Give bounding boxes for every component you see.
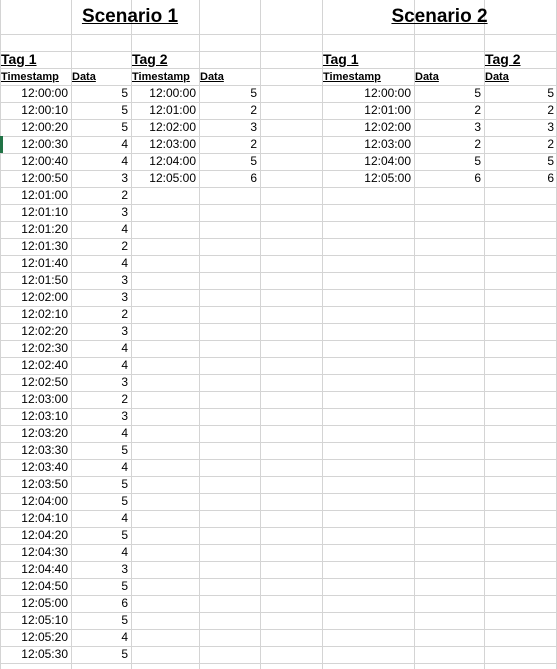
scenario-2-tag-1-timestamp-cell[interactable]: 12:00:00 (364, 86, 411, 100)
scenario-2-tag-1-timestamp-cell[interactable]: 12:03:00 (364, 137, 411, 151)
scenario-2-tag-1-data-cell[interactable]: 3 (474, 120, 481, 134)
scenario-1-tag-2-timestamp-cell[interactable]: 12:02:00 (149, 120, 196, 134)
scenario-1-tag-2-data-cell[interactable]: 2 (250, 137, 257, 151)
scenario-1-tag-1-data-cell[interactable]: 3 (121, 171, 128, 185)
scenario-2-tag-2-data-cell[interactable]: 2 (547, 103, 554, 117)
scenario-1-tag-1-timestamp-cell[interactable]: 12:01:30 (21, 239, 68, 253)
scenario-1-tag-1-data-cell[interactable]: 5 (121, 120, 128, 134)
scenario-1-tag-2-data-cell[interactable]: 5 (250, 86, 257, 100)
scenario-1-tag-2-timestamp-cell[interactable]: 12:04:00 (149, 154, 196, 168)
scenario-1-tag-1-data-cell[interactable]: 4 (121, 426, 128, 440)
scenario-1-tag-1-timestamp-cell[interactable]: 12:00:10 (21, 103, 68, 117)
scenario-1-tag-1-timestamp-cell[interactable]: 12:03:40 (21, 460, 68, 474)
scenario-1-tag-1-data-cell[interactable]: 4 (121, 460, 128, 474)
scenario-1-tag-1-timestamp-cell[interactable]: 12:05:10 (21, 613, 68, 627)
scenario-1-tag-1-timestamp-cell[interactable]: 12:05:30 (21, 647, 68, 661)
scenario-1-tag-1-data-cell[interactable]: 3 (121, 375, 128, 389)
scenario-1-tag-1-data-cell[interactable]: 2 (121, 239, 128, 253)
scenario-1-tag-1-data-cell[interactable]: 5 (121, 647, 128, 661)
scenario-1-tag-1-data-cell[interactable]: 3 (121, 273, 128, 287)
scenario-1-tag-1-data-cell[interactable]: 5 (121, 494, 128, 508)
scenario-1-tag-2-timestamp-cell[interactable]: 12:01:00 (149, 103, 196, 117)
scenario-1-title[interactable]: Scenario 1 (81, 6, 179, 27)
scenario-1-tag-1-timestamp-cell[interactable]: 12:00:30 (21, 137, 68, 151)
scenario-1-tag-1-timestamp-cell[interactable]: 12:01:50 (21, 273, 68, 287)
scenario-2-tag-2-data-cell[interactable]: 6 (547, 171, 554, 185)
scenario-1-tag-1-data-cell[interactable]: 5 (121, 86, 128, 100)
scenario-1-tag-2-data-cell[interactable]: 3 (250, 120, 257, 134)
scenario-1-tag-1-timestamp-cell[interactable]: 12:04:30 (21, 545, 68, 559)
scenario-1-tag-1-timestamp-cell[interactable]: 12:02:40 (21, 358, 68, 372)
scenario-1-tag-1-timestamp-cell[interactable]: 12:00:50 (21, 171, 68, 185)
scenario-2-tag-1-data-cell[interactable]: 5 (474, 86, 481, 100)
scenario-2-tag-2-label[interactable]: Tag 2 (485, 51, 521, 67)
scenario-2-tag-1-data-cell[interactable]: 5 (474, 154, 481, 168)
scenario-2-tag-2-data-header[interactable]: Data (485, 71, 509, 83)
scenario-1-tag-1-data-header[interactable]: Data (72, 71, 96, 83)
scenario-1-tag-1-data-cell[interactable]: 4 (121, 358, 128, 372)
scenario-1-tag-1-data-cell[interactable]: 6 (121, 596, 128, 610)
scenario-1-tag-1-data-cell[interactable]: 4 (121, 341, 128, 355)
scenario-1-tag-2-timestamp-cell[interactable]: 12:03:00 (149, 137, 196, 151)
scenario-1-tag-2-timestamp-cell[interactable]: 12:00:00 (149, 86, 196, 100)
scenario-1-tag-1-timestamp-cell[interactable]: 12:00:20 (21, 120, 68, 134)
scenario-1-tag-1-data-cell[interactable]: 4 (121, 545, 128, 559)
scenario-1-tag-1-timestamp-cell[interactable]: 12:01:40 (21, 256, 68, 270)
scenario-1-tag-1-data-cell[interactable]: 3 (121, 205, 128, 219)
scenario-2-tag-1-label[interactable]: Tag 1 (323, 51, 359, 67)
scenario-1-tag-1-timestamp-header[interactable]: Timestamp (1, 71, 59, 83)
scenario-1-tag-1-timestamp-cell[interactable]: 12:02:00 (21, 290, 68, 304)
scenario-1-tag-1-timestamp-cell[interactable]: 12:03:00 (21, 392, 68, 406)
scenario-1-tag-1-timestamp-cell[interactable]: 12:05:00 (21, 596, 68, 610)
scenario-2-tag-2-data-cell[interactable]: 3 (547, 120, 554, 134)
scenario-1-tag-1-data-cell[interactable]: 3 (121, 562, 128, 576)
scenario-1-tag-1-data-cell[interactable]: 5 (121, 477, 128, 491)
scenario-1-tag-1-data-cell[interactable]: 5 (121, 103, 128, 117)
scenario-1-tag-2-label[interactable]: Tag 2 (132, 51, 168, 67)
scenario-2-tag-1-timestamp-cell[interactable]: 12:02:00 (364, 120, 411, 134)
scenario-1-tag-1-timestamp-cell[interactable]: 12:00:40 (21, 154, 68, 168)
scenario-1-tag-1-data-cell[interactable]: 5 (121, 443, 128, 457)
scenario-1-tag-1-data-cell[interactable]: 4 (121, 137, 128, 151)
scenario-2-tag-1-timestamp-cell[interactable]: 12:04:00 (364, 154, 411, 168)
scenario-1-tag-1-label[interactable]: Tag 1 (1, 51, 37, 67)
scenario-1-tag-1-timestamp-cell[interactable]: 12:02:50 (21, 375, 68, 389)
scenario-1-tag-1-timestamp-cell[interactable]: 12:04:50 (21, 579, 68, 593)
scenario-1-tag-1-data-cell[interactable]: 5 (121, 579, 128, 593)
scenario-1-tag-1-data-cell[interactable]: 4 (121, 256, 128, 270)
scenario-1-tag-1-data-cell[interactable]: 2 (121, 307, 128, 321)
scenario-1-tag-1-timestamp-cell[interactable]: 12:04:20 (21, 528, 68, 542)
scenario-1-tag-1-timestamp-cell[interactable]: 12:01:10 (21, 205, 68, 219)
scenario-1-tag-1-timestamp-cell[interactable]: 12:03:20 (21, 426, 68, 440)
scenario-1-tag-1-timestamp-cell[interactable]: 12:02:10 (21, 307, 68, 321)
scenario-1-tag-1-data-cell[interactable]: 2 (121, 188, 128, 202)
scenario-1-tag-1-data-cell[interactable]: 2 (121, 392, 128, 406)
scenario-1-tag-1-data-cell[interactable]: 3 (121, 324, 128, 338)
scenario-1-tag-1-data-cell[interactable]: 5 (121, 613, 128, 627)
scenario-2-tag-1-timestamp-cell[interactable]: 12:01:00 (364, 103, 411, 117)
scenario-1-tag-1-data-cell[interactable]: 4 (121, 630, 128, 644)
scenario-2-tag-2-data-cell[interactable]: 5 (547, 86, 554, 100)
scenario-1-tag-1-timestamp-cell[interactable]: 12:02:30 (21, 341, 68, 355)
scenario-2-title[interactable]: Scenario 2 (391, 6, 488, 27)
scenario-1-tag-2-data-cell[interactable]: 5 (250, 154, 257, 168)
scenario-2-tag-1-timestamp-cell[interactable]: 12:05:00 (364, 171, 411, 185)
scenario-1-tag-2-timestamp-cell[interactable]: 12:05:00 (149, 171, 196, 185)
scenario-2-tag-1-timestamp-header[interactable]: Timestamp (323, 71, 381, 83)
scenario-1-tag-1-timestamp-cell[interactable]: 12:03:10 (21, 409, 68, 423)
scenario-2-tag-1-data-cell[interactable]: 6 (474, 171, 481, 185)
scenario-2-tag-1-data-header[interactable]: Data (415, 71, 439, 83)
scenario-1-tag-1-timestamp-cell[interactable]: 12:00:00 (21, 86, 68, 100)
scenario-1-tag-2-data-header[interactable]: Data (200, 71, 224, 83)
scenario-1-tag-1-timestamp-cell[interactable]: 12:03:30 (21, 443, 68, 457)
scenario-1-tag-1-data-cell[interactable]: 4 (121, 511, 128, 525)
scenario-1-tag-1-data-cell[interactable]: 4 (121, 222, 128, 236)
scenario-2-tag-2-data-cell[interactable]: 5 (547, 154, 554, 168)
scenario-1-tag-2-data-cell[interactable]: 6 (250, 171, 257, 185)
scenario-1-tag-1-timestamp-cell[interactable]: 12:04:40 (21, 562, 68, 576)
scenario-1-tag-1-timestamp-cell[interactable]: 12:03:50 (21, 477, 68, 491)
scenario-2-tag-1-data-cell[interactable]: 2 (474, 103, 481, 117)
scenario-1-tag-1-data-cell[interactable]: 5 (121, 528, 128, 542)
scenario-1-tag-1-data-cell[interactable]: 3 (121, 409, 128, 423)
scenario-1-tag-1-timestamp-cell[interactable]: 12:02:20 (21, 324, 68, 338)
scenario-1-tag-1-timestamp-cell[interactable]: 12:01:20 (21, 222, 68, 236)
scenario-1-tag-2-timestamp-header[interactable]: Timestamp (132, 71, 190, 83)
scenario-1-tag-1-data-cell[interactable]: 4 (121, 154, 128, 168)
scenario-2-tag-1-data-cell[interactable]: 2 (474, 137, 481, 151)
scenario-1-tag-1-timestamp-cell[interactable]: 12:04:10 (21, 511, 68, 525)
scenario-1-tag-1-timestamp-cell[interactable]: 12:05:20 (21, 630, 68, 644)
scenario-2-tag-2-data-cell[interactable]: 2 (547, 137, 554, 151)
scenario-1-tag-1-data-cell[interactable]: 3 (121, 290, 128, 304)
scenario-1-tag-1-timestamp-cell[interactable]: 12:04:00 (21, 494, 68, 508)
scenario-1-tag-2-data-cell[interactable]: 2 (250, 103, 257, 117)
scenario-1-tag-1-timestamp-cell[interactable]: 12:01:00 (21, 188, 68, 202)
